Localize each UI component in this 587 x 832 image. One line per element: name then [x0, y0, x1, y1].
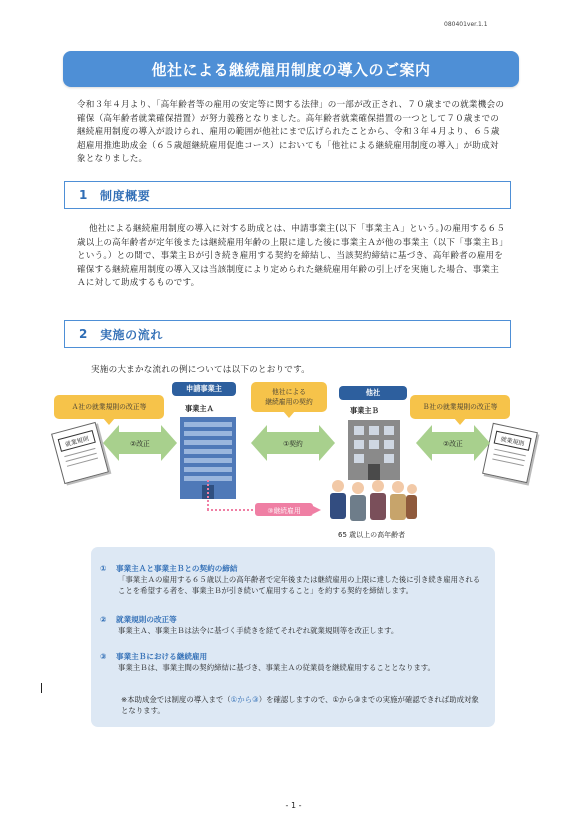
- company-b-label: 事業主Ｂ: [350, 406, 379, 415]
- arrowhead-icon: [313, 506, 321, 514]
- item-title-text: 事業主Ｂにおける継続雇用: [116, 652, 208, 661]
- item-2-body: 事業主Ａ、事業主Ｂは法令に基づく手続きを経てそれぞれ就業規則等を改正します。: [118, 626, 399, 635]
- item-3-body: 事業主Ｂは、事業主間の契約締結に基づき、事業主Ａの従業員を継続雇用することとなります。: [118, 663, 435, 672]
- note-text: ）を確認しますので、①から③までの実施が確認できれば助成対象となります。: [121, 695, 479, 716]
- rules-document-b-icon: [482, 423, 538, 483]
- seniors-icon: [326, 474, 418, 528]
- rules-document-title: 就業規則: [494, 431, 532, 451]
- arrow-contract: ①契約: [267, 432, 319, 454]
- continued-connector-horizontal: [207, 509, 257, 511]
- building-b-icon: [348, 420, 400, 480]
- section-number: 2: [79, 327, 88, 341]
- item-2-title: [100, 614, 177, 625]
- section-header-flow: [64, 320, 511, 348]
- note-text: ※本助成金では制度の導入まで（: [121, 695, 231, 704]
- page-title: 他社による継続雇用制度の導入のご案内: [63, 51, 519, 87]
- callout-contract: 他社による 継続雇用の契約: [251, 382, 327, 412]
- continued-employment-tag: ③継続雇用: [255, 503, 313, 516]
- section-heading: 制度概要: [99, 188, 151, 203]
- section-number: 1: [79, 188, 88, 202]
- other-company-tag: 他社: [339, 386, 407, 400]
- continued-connector-vertical: [207, 480, 209, 510]
- section-heading: 実施の流れ: [99, 327, 163, 342]
- item-1-body: 「事業主Ａの雇用する６５歳以上の高年齢者で定年後または継続雇用の上限に達した後に引き続き雇用されることを希望する者を、事業主Ｂが引き続いて雇用すること」を約する契約を締結します。: [118, 575, 481, 596]
- flow-lead-text: 実施の大まかな流れの例については以下のとおりです。: [91, 365, 310, 375]
- text-cursor: [41, 683, 42, 693]
- item-mark: ②: [100, 615, 107, 624]
- item-1-title: [100, 563, 238, 574]
- applicant-tag: 申請事業主: [172, 382, 236, 396]
- seniors-caption: 65 歳以上の高年齢者: [338, 531, 406, 539]
- arrow-revise-b: ②改正: [432, 432, 474, 454]
- item-mark: ①: [100, 564, 107, 573]
- rules-document-a-icon: [51, 422, 109, 484]
- info-note: [121, 694, 483, 716]
- intro-paragraph: 令和３年４月より、「高年齢者等の雇用の安定等に関する法律」の一部が改正され、７０歳までの就業機会の確保（高年齢者就業確保措置）が努力義務となりました。高年齢者就業確保措置の一つとして７０歳までの継続雇用制度の導入が設けられ、雇用の範囲が他社にまで広げられたことから、令和３年４月より、６５歳超雇用推進助成金（６５歳超継続雇用促進コース）においても「他社による継続雇用制度の導入」が助成対象となりました。: [77, 100, 505, 165]
- callout-b-rules: Ｂ社の就業規則の改正等: [410, 395, 510, 419]
- note-highlight: ①から③: [230, 695, 259, 704]
- rules-document-title: 就業規則: [58, 430, 96, 452]
- version-label: 080401ver.1.1: [444, 21, 488, 28]
- item-title-text: 事業主Ａと事業主Ｂとの契約の締結: [116, 564, 238, 573]
- item-mark: ③: [100, 652, 107, 661]
- company-a-label: 事業主Ａ: [185, 404, 214, 413]
- section-header-overview: [64, 181, 511, 209]
- item-title-text: 就業規則の改正等: [116, 615, 177, 624]
- arrow-revise-a: ②改正: [119, 432, 161, 454]
- item-3-title: [100, 651, 207, 662]
- page-number: - 1 -: [285, 801, 302, 810]
- callout-a-rules: Ａ社の就業規則の改正等: [54, 395, 164, 419]
- overview-paragraph: 他社による継続雇用制度の導入に対する助成とは、申請事業主(以下「事業主Ａ」という。)の雇用する６５歳以上の高年齢者が定年後または継続雇用年齢の上限に達した後に事業主Ａが他の事業主（以下「事業主Ｂ」という。）との間で、事業主Ｂが引き続き雇用する契約を締結し、当該契約締結に基づき、高年齢者の雇用を確保する継続雇用制度の導入又は当該制度により定められた継続雇用年齢の引上げを実施した場合、事業主Ａに対して助成するものです。: [77, 224, 506, 289]
